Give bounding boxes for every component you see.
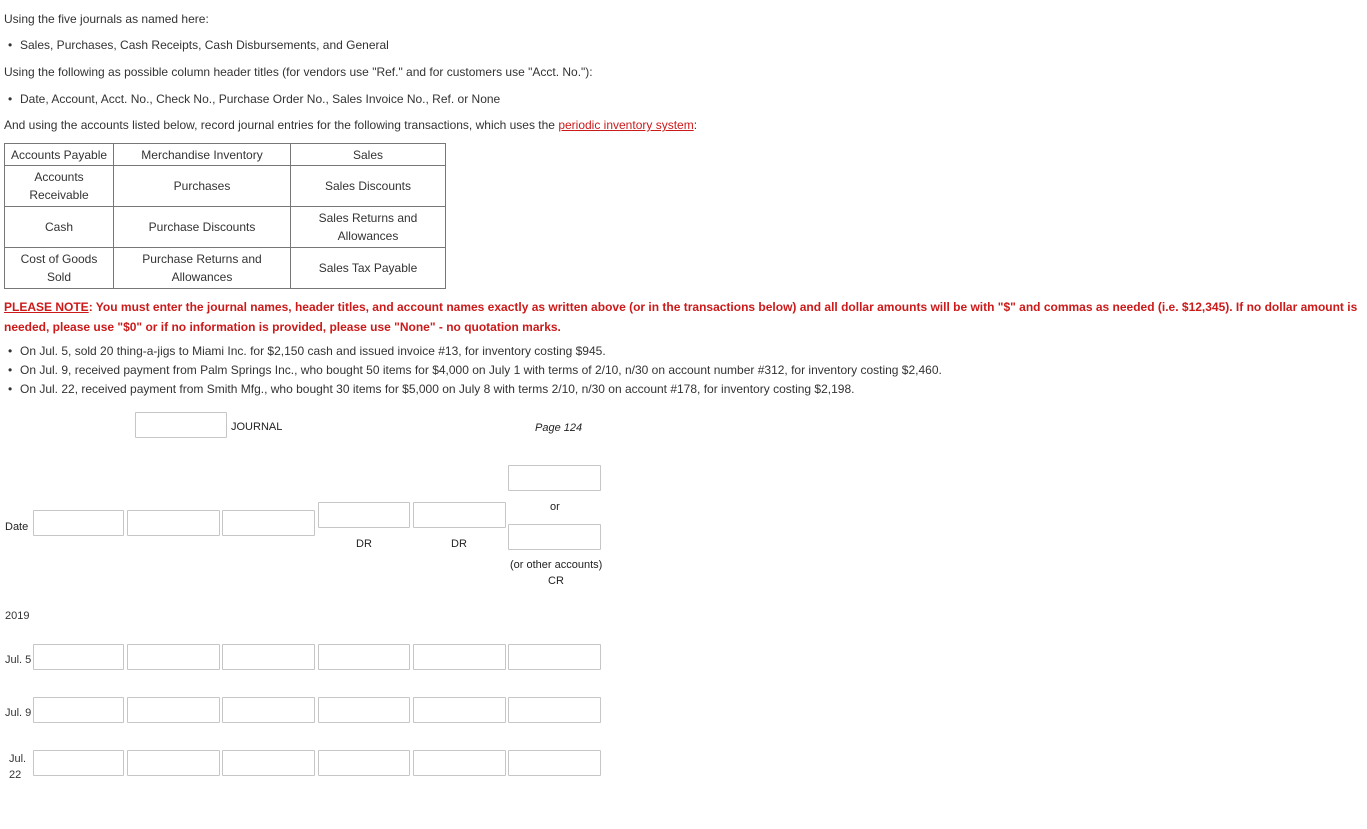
entry-input[interactable] [413, 644, 506, 670]
account-cell: Sales Discounts [291, 166, 446, 207]
header-cr-input-top[interactable] [508, 465, 601, 491]
columns-heading: Using the following as possible column header titles (for vendors use "Ref." and for customers use "Acct. No."): [4, 65, 593, 79]
entry-input[interactable] [222, 644, 315, 670]
entry-input[interactable] [318, 697, 410, 723]
account-cell: Sales Tax Payable [291, 248, 446, 289]
entry-input[interactable] [127, 644, 220, 670]
entry-input[interactable] [222, 750, 315, 776]
journals-list-item [8, 38, 389, 52]
entry-input[interactable] [413, 750, 506, 776]
please-note-label: PLEASE NOTE [4, 300, 89, 314]
account-cell [5, 166, 114, 207]
dr-label-1: DR [356, 538, 372, 550]
journals-list-text: Sales, Purchases, Cash Receipts, Cash Disbursements, and General [20, 38, 389, 52]
header-dr-input-2[interactable] [413, 502, 506, 528]
accounts-row [5, 207, 446, 248]
header-input-col3[interactable] [222, 510, 315, 536]
row-date-label: Jul. 9 [5, 707, 32, 719]
account-cell: Cost of Goods Sold [5, 248, 114, 289]
entry-input[interactable] [508, 750, 601, 776]
columns-list-text: Date, Account, Acct. No., Check No., Purchase Order No., Sales Invoice No., Ref. or None [20, 92, 501, 106]
row-date-label: Jul. [9, 753, 27, 765]
entry-input[interactable] [318, 750, 410, 776]
account-cell: Merchandise Inventory [114, 144, 291, 166]
account-cell: Purchase Discounts [114, 207, 291, 248]
entry-input[interactable] [33, 644, 124, 670]
journal-name-input[interactable] [135, 412, 227, 438]
account-cell-text: Accounts Receivable [29, 170, 89, 202]
accounts-table [4, 143, 446, 289]
columns-list-item [8, 92, 500, 106]
transaction-text: On Jul. 22, received payment from Smith Mfg., who bought 30 items for $5,000 on July 8 with terms 2/10, n/30 on account #178, for inventory costing $2,198. [20, 382, 855, 396]
journal-title: JOURNAL [231, 421, 283, 433]
transaction-item [8, 363, 942, 377]
account-cell: Sales [291, 144, 446, 166]
accounts-row [5, 166, 446, 207]
account-cell [291, 207, 446, 248]
entry-input[interactable] [413, 697, 506, 723]
account-cell: Purchases [114, 166, 291, 207]
transaction-text: On Jul. 5, sold 20 thing-a-jigs to Miami Inc. for $2,150 cash and issued invoice #13, for inventory costing $945. [20, 344, 606, 358]
other-accounts-label: (or other accounts) [510, 559, 603, 571]
date-label: Date [5, 521, 29, 533]
account-cell [114, 248, 291, 289]
accounts-row [5, 144, 446, 166]
row-date-label: Jul. 5 [5, 654, 32, 666]
entry-input[interactable] [33, 750, 124, 776]
please-note [4, 297, 1362, 337]
transaction-item [8, 344, 606, 358]
entry-input[interactable] [127, 697, 220, 723]
account-cell: Cash [5, 207, 114, 248]
entry-input[interactable] [33, 697, 124, 723]
periodic-inventory-link[interactable]: periodic inventory system [558, 118, 694, 132]
or-label: or [550, 501, 560, 513]
dr-label-2: DR [451, 538, 467, 550]
accounts-row [5, 248, 446, 289]
account-cell: Accounts Payable [5, 144, 114, 166]
entry-input[interactable] [318, 644, 410, 670]
cr-label: CR [548, 575, 564, 587]
header-dr-input-1[interactable] [318, 502, 410, 528]
accounts-heading-text: And using the accounts listed below, record journal entries for the following transactions, which uses the [4, 118, 559, 132]
account-cell-text: Purchase Returns and Allowances [142, 252, 262, 284]
accounts-heading-colon: : [693, 118, 698, 132]
accounts-heading [4, 118, 697, 132]
account-cell-text: Sales Returns and Allowances [318, 211, 418, 243]
row-date-label: 22 [9, 769, 22, 781]
entry-input[interactable] [508, 697, 601, 723]
please-note-text: : You must enter the journal names, header titles, and account names exactly as written above (or in the transactions below) and all dollar amounts will be with "$" and commas as needed (i.e. $12,345). If no dollar amount is needed, please use "$0" or if no information is provided, please use "None" - no quotation marks. [4, 300, 1358, 334]
entry-input[interactable] [508, 644, 601, 670]
header-cr-input-bottom[interactable] [508, 524, 601, 550]
header-input-col2[interactable] [127, 510, 220, 536]
journals-heading: Using the five journals as named here: [4, 12, 209, 26]
transaction-item [8, 382, 854, 396]
year-label: 2019 [5, 610, 30, 622]
header-input-col1[interactable] [33, 510, 124, 536]
entry-input[interactable] [222, 697, 315, 723]
entry-input[interactable] [127, 750, 220, 776]
page-label: Page 124 [535, 422, 583, 434]
transaction-text: On Jul. 9, received payment from Palm Springs Inc., who bought 50 items for $4,000 on July 1 with terms of 2/10, n/30 on account number #312, for inventory costing $2,460. [20, 363, 942, 377]
